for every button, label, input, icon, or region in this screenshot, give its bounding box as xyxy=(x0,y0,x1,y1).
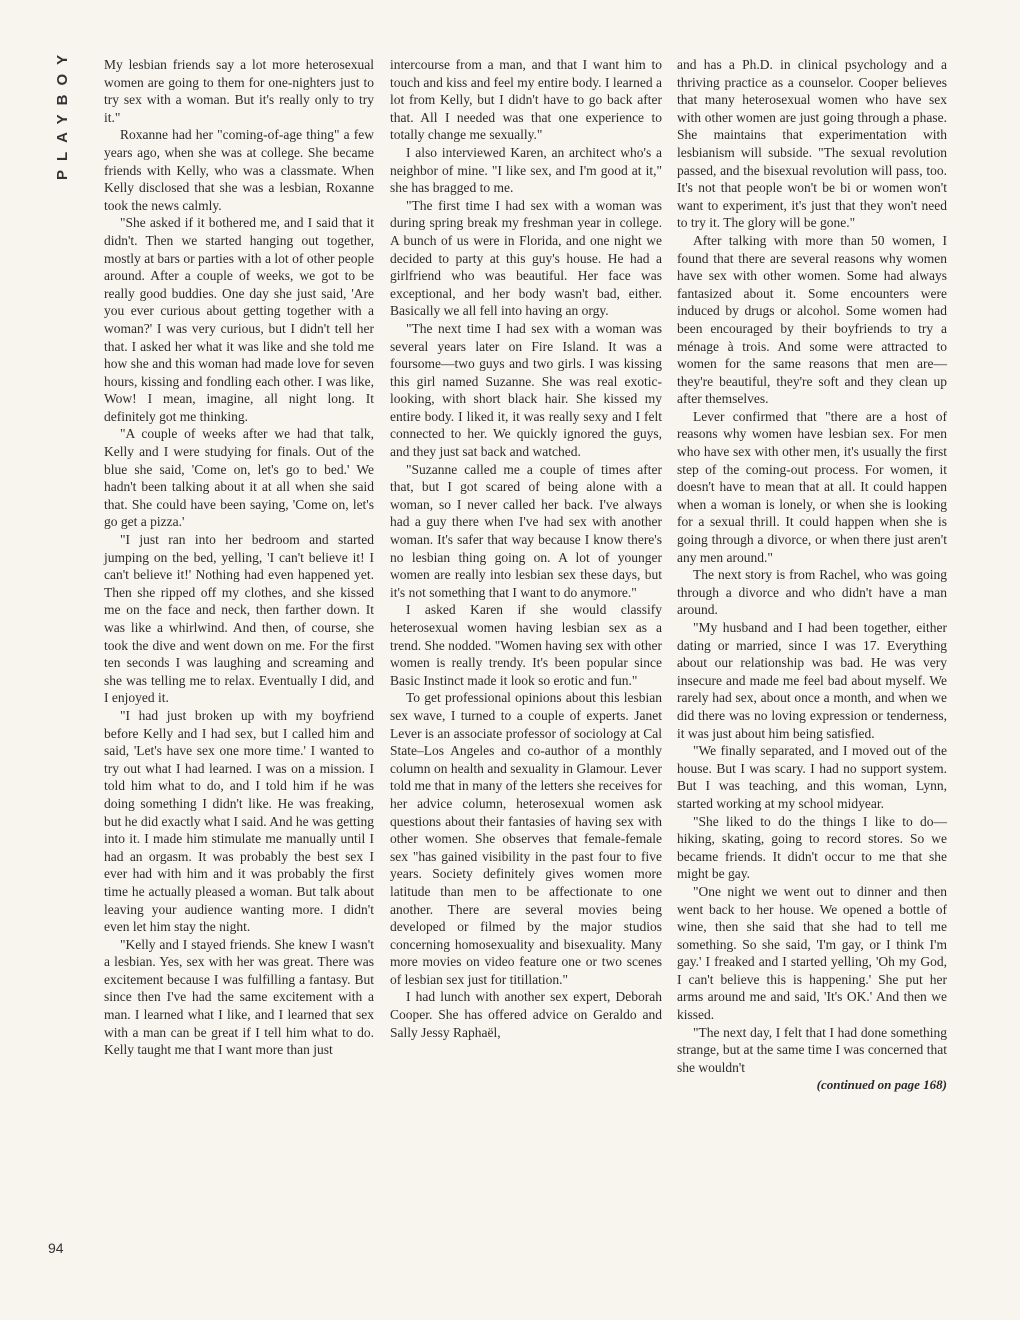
paragraph: "She asked if it bothered me, and I said that it didn't. Then we started hanging out together, mostly at bars or parties with a lot of other people around. After a couple of weeks, we got to be really good buddies. One day she just said, 'Are you ever curious about getting together with a woman?' I was very curious, but I didn't tell her that. I asked her what it was like and she told me how she and this woman had made love for seven hours, kissing and fondling each other. I was like, Wow! I mean, imagine, all night long. It definitely got me thinking. xyxy=(104,215,374,424)
paragraph: I had lunch with another sex expert, Deborah Cooper. She has offered advice on Geraldo and Sally Jessy Raphaël, xyxy=(390,989,662,1040)
paragraph: "A couple of weeks after we had that talk, Kelly and I were studying for finals. Out of the blue she said, 'Come on, let's go to bed.' We hadn't been talking about it at all when she said that. She could have been saying, 'Come on, let's go get a pizza.' xyxy=(104,426,374,530)
paragraph: I also interviewed Karen, an architect who's a neighbor of mine. "I like sex, and I'm good at it," she has bragged to me. xyxy=(390,144,662,196)
paragraph: "The next day, I felt that I had done something strange, but at the same time I was concerned that she wouldn't xyxy=(677,1024,947,1075)
paragraph: Roxanne had her "coming-of-age thing" a few years ago, when she was at college. She became friends with Kelly, who was a classmate. When Kelly disclosed that she was a lesbian, Roxanne took the news calmly. xyxy=(104,127,374,213)
continued-note: (continued on page 168) xyxy=(816,1077,947,1093)
paragraph: I asked Karen if she would classify heterosexual women having lesbian sex as a trend. She nodded. "Women having sex with other women is really trendy. It's been popular since Basic Instinct made it look so erotic and fun." xyxy=(390,602,662,688)
paragraph: "She liked to do the things I like to do—hiking, skating, going to record stores. So we became friends. It didn't occur to me that she might be gay. xyxy=(677,813,947,882)
paragraph: My lesbian friends say a lot more heterosexual women are going to them for one-nighters just to try sex with a woman. But it's really only to try it." xyxy=(104,57,374,125)
text-column-3 xyxy=(677,56,947,1094)
paragraph: "One night we went out to dinner and then went back to her house. We opened a bottle of wine, then she said that she had to tell me something. So she said, 'I'm gay, or I think I'm gay.' I freaked and I started yelling, 'Oh my God, I can't believe this is happening.' She put her arms around me and said, 'It's OK.' And then we kissed. xyxy=(677,883,947,1023)
paragraph: "The next time I had sex with a woman was several years later on Fire Island. It was a foursome—two guys and two girls. I was kissing this girl named Suzanne. She was real exotic-looking, with short black hair. She kissed my entire body. I liked it, it was really sexy and I felt connected to her. We quickly ignored the guys, and they just sat back and watched. xyxy=(390,320,662,460)
paragraph: "Suzanne called me a couple of times after that, but I got scared of being alone with a woman, so I never called her back. I've always had a guy there when I've had sex with another woman. It's safer that way because I know there's no lesbian thing going on. A lot of younger women are really into lesbian sex these days, but it's not something that I want to do anymore." xyxy=(390,461,662,600)
paragraph: "My husband and I had been together, either dating or married, since I was 17. Everything about our relationship was bad. He was very insecure and made me feel bad about myself. We rarely had sex, about once a month, and when we did there was no loving expression or tenderness, it was just about him being satisfied. xyxy=(677,620,947,741)
paragraph: intercourse from a man, and that I want him to touch and kiss and feel my entire body. I learned a lot from Kelly, but I didn't have to go back after that. All I needed was that one experience to totally change me sexually." xyxy=(390,57,662,143)
paragraph: After talking with more than 50 women, I found that there are several reasons why women have sex with other women. Some had always fantasized about it. Some encounters were induced by drugs or alcohol. Some women had been encouraged by their boyfriends to try a ménage à trois. And some were attracted to women for the same reasons that men are—they're beautiful, they're soft and they clean up after themselves. xyxy=(677,232,947,407)
paragraph: "I just ran into her bedroom and started jumping on the bed, yelling, 'I can't believe it! I can't believe it!' Nothing had even happened yet. Then she ripped off my clothes, and she kissed me on the face and neck, then farther down. It was like a whirlwind. And then, of course, she took the dive and went down on me. For the first ten seconds I was laughing and screaming and she was telling me to relax. Eventually I did, and I enjoyed it. xyxy=(104,532,374,706)
paragraph: To get professional opinions about this lesbian sex wave, I turned to a couple of experts. Janet Lever is an associate professor of sociology at Cal State–Los Angeles and co-author of a monthly column on health and sexuality in Glamour. Lever told me that in many of the letters she receives for her advice column, heterosexual women ask questions about their fantasies of having sex with other women. She observes that female-female sex "has gained visibility in the past four to five years. Society definitely gives women more latitude than men to be affectionate to one another. There are several movies being developed or filmed by the major studios concerning homosexuality and bisexuality. Many more movies on video feature one or two scenes of lesbian sex just for titillation." xyxy=(390,690,662,987)
text-column-1 xyxy=(104,56,374,1059)
page-number: 94 xyxy=(48,1240,64,1256)
running-head: PLAYBOY xyxy=(54,46,71,181)
paragraph: "I had just broken up with my boyfriend before Kelly and I had sex, but I called him and said, 'Let's have sex one more time.' I wanted to try out what I had learned. I was on a mission. I told him what to do, and I told him if he was doing something I didn't like. He was freaking, but he did exactly what I said. And he was getting into it. I made him stimulate me manually until I had an orgasm. It was probably the best sex I ever had with him and it was probably the first time he actually pleased a woman. But talk about leaving your audience wanting more. I didn't even let him stay the night. xyxy=(104,707,374,935)
paragraph: and has a Ph.D. in clinical psychology and a thriving practice as a counselor. Cooper believes that many heterosexual women who have sex with other women are just going through a phase. She maintains that experimentation with lesbianism will subside. "The sexual revolution passed, and the bisexual revolution will pass, too. It's not that people won't be bi or women won't want to experiment, it's just that they won't need to try it. The glory will be gone." xyxy=(677,57,947,231)
paragraph: Lever confirmed that "there are a host of reasons why women have lesbian sex. For men who have sex with other men, it's usually the first step of the coming-out process. For women, it doesn't have to mean that at all. It could happen when a woman is lonely, or when she is looking for a sexual thrill. It could happen when she is going through a divorce, or when there just aren't any men around." xyxy=(677,408,947,565)
text-column-2 xyxy=(390,56,662,1041)
paragraph: "Kelly and I stayed friends. She knew I wasn't a lesbian. Yes, sex with her was great. There was excitement because I was fulfilling a fantasy. But since then I've had the same excitement with a man. I learned what I like, and I learned that sex with a man can be great if I tell him what to do. Kelly taught me that I want more than just xyxy=(104,936,374,1058)
paragraph: The next story is from Rachel, who was going through a divorce and who didn't have a man around. xyxy=(677,567,947,618)
paragraph: "We finally separated, and I moved out of the house. But I was scary. I had no support system. But I was teaching, and this woman, Lynn, started working at my school midyear. xyxy=(677,743,947,811)
paragraph: "The first time I had sex with a woman was during spring break my freshman year in college. A bunch of us were in Florida, and one night we decided to party at this guy's house. He had a girlfriend who was beautiful. Her face was exceptional, and her body wasn't bad, either. Basically we all fell into having an orgy. xyxy=(390,197,662,319)
